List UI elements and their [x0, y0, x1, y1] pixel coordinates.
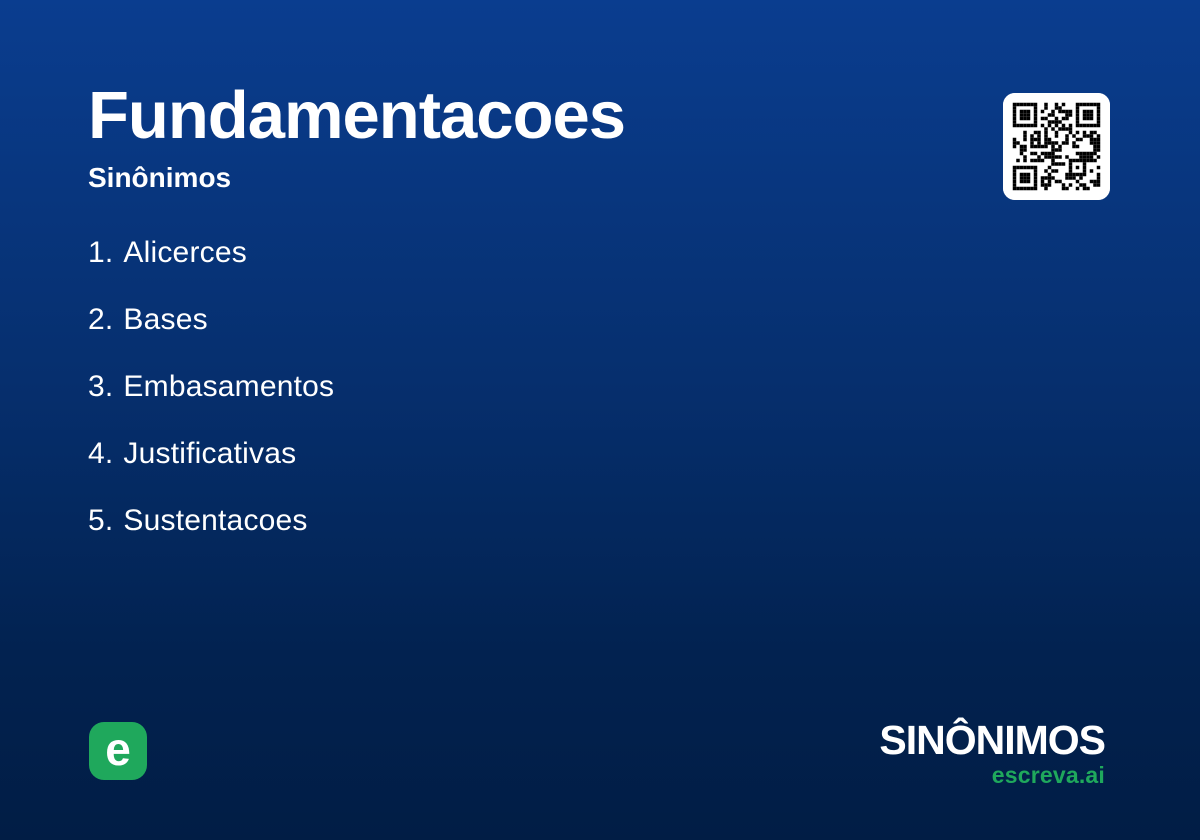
logo-letter-e: e: [105, 723, 131, 775]
item-number: 3.: [88, 370, 114, 403]
list-item: [88, 238, 334, 268]
qr-code: [1003, 93, 1110, 200]
qr-code-icon: [1003, 93, 1110, 200]
list-item: [88, 439, 334, 469]
synonyms-list: [88, 238, 334, 573]
item-number: 2.: [88, 303, 114, 336]
item-number: 4.: [88, 437, 114, 470]
list-item: [88, 506, 334, 536]
item-word: Sustentacoes: [123, 504, 308, 537]
list-item: [88, 305, 334, 335]
item-word: Bases: [123, 303, 208, 336]
brand-name: SINÔNIMOS: [879, 717, 1105, 763]
escreva-logo: [89, 722, 147, 780]
item-word: Justificativas: [123, 437, 297, 470]
brand-block: [879, 717, 1105, 788]
item-word: Embasamentos: [123, 370, 335, 403]
item-word: Alicerces: [123, 236, 247, 269]
page-subtitle: Sinônimos: [88, 162, 232, 193]
page-title: Fundamentacoes: [88, 78, 626, 153]
item-number: 5.: [88, 504, 114, 537]
list-item: [88, 372, 334, 402]
item-number: 1.: [88, 236, 114, 269]
brand-domain: escreva.ai: [991, 762, 1105, 788]
